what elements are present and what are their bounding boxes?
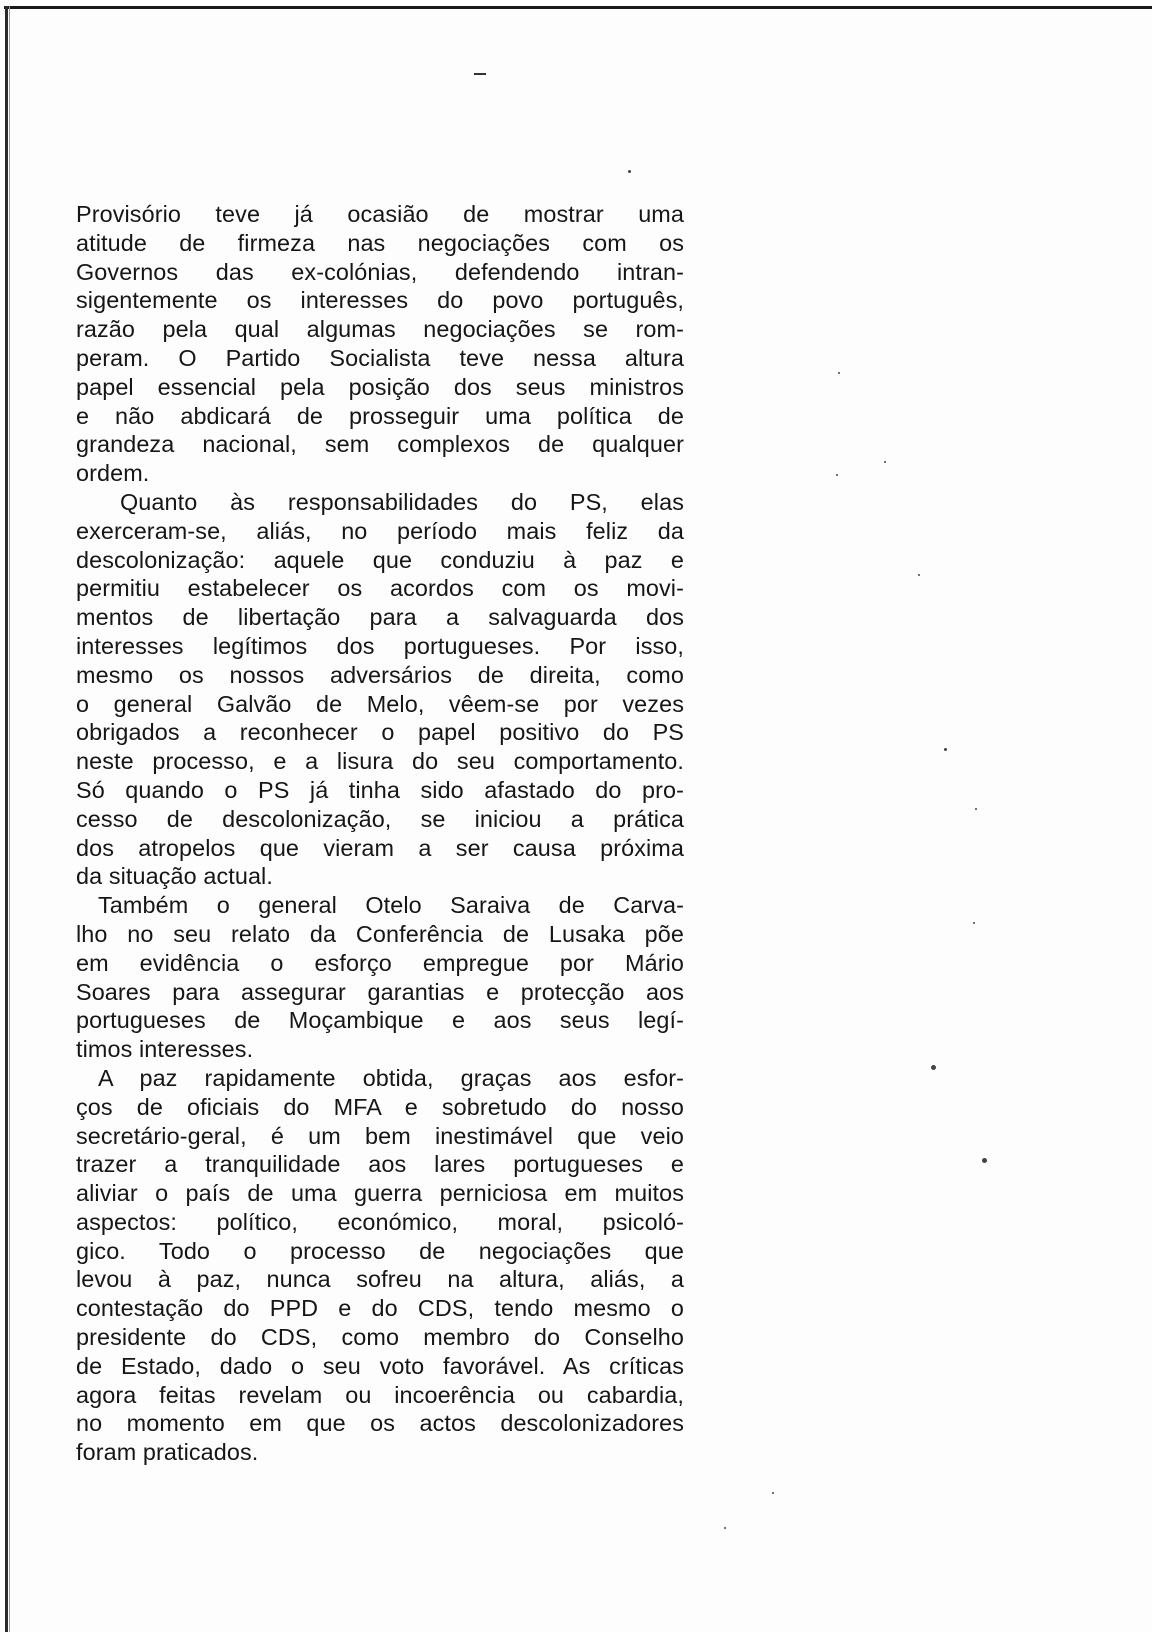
text-line: cesso de descolonização, se iniciou a prática — [76, 805, 684, 832]
scan-speck — [918, 574, 920, 576]
text-line: ordem. — [76, 460, 150, 487]
scan-speck — [628, 170, 631, 173]
page-top-border — [4, 6, 1152, 9]
top-dash-mark — [474, 73, 486, 75]
text-line: aspectos: político, económico, moral, psicoló- — [76, 1208, 684, 1235]
text-line: em evidência o esforço empregue por Mário — [76, 949, 684, 976]
page-left-border-shadow — [9, 6, 10, 1632]
text-line: no momento em que os actos descolonizadores — [76, 1410, 684, 1437]
text-line: grandeza nacional, sem complexos de qualquer — [76, 431, 684, 458]
text-line: obrigados a reconhecer o papel positivo do PS — [76, 719, 684, 746]
article-body — [76, 200, 684, 1467]
text-line: papel essencial pela posição dos seus ministros — [76, 373, 684, 400]
text-line: Quanto às responsabilidades do PS, elas — [120, 488, 684, 515]
scan-speck — [838, 372, 840, 374]
text-line: Também o general Otelo Saraiva de Carva- — [98, 892, 684, 919]
text-line: contestação do PPD e do CDS, tendo mesmo o — [76, 1295, 684, 1322]
scan-speck — [836, 474, 838, 476]
text-line: aliviar o país de uma guerra perniciosa em muitos — [76, 1180, 684, 1207]
text-line: atitude de firmeza nas negociações com os — [76, 229, 684, 256]
paragraph-4 — [98, 1064, 684, 1093]
text-line: secretário-geral, é um bem inestimável que veio — [76, 1122, 684, 1149]
text-line: e não abdicará de prosseguir uma política de — [76, 402, 684, 429]
text-line: portugueses de Moçambique e aos seus legí- — [76, 1007, 684, 1034]
scan-speck — [975, 808, 977, 810]
paragraph-2 — [98, 488, 684, 517]
text-line: mentos de libertação para a salvaguarda dos — [76, 604, 684, 631]
scan-speck — [724, 1527, 726, 1529]
text-line: da situação actual. — [76, 863, 273, 890]
scan-speck — [772, 1492, 774, 1494]
text-line: levou à paz, nunca sofreu na altura, aliás, a — [76, 1266, 684, 1293]
text-line: Soares para assegurar garantias e protecção aos — [76, 978, 684, 1005]
scan-speck — [944, 748, 947, 751]
text-line: interesses legítimos dos portugueses. Por isso, — [76, 632, 684, 659]
text-line: Governos das ex-colónias, defendendo intran- — [76, 258, 684, 285]
text-line: timos interesses. — [76, 1036, 254, 1063]
text-line: descolonização: aquele que conduziu à paz e — [76, 546, 684, 573]
paragraph-1 — [76, 200, 684, 488]
text-line: sigentemente os interesses do povo português, — [76, 287, 684, 314]
text-line: dos atropelos que vieram a ser causa próxima — [76, 834, 684, 861]
page-left-border — [5, 6, 8, 1632]
scan-speck — [973, 922, 975, 924]
text-line: Provisório teve já ocasião de mostrar uma — [76, 201, 684, 227]
text-line: foram praticados. — [76, 1439, 259, 1466]
paragraph-3-cont — [76, 920, 684, 1064]
text-line: mesmo os nossos adversários de direita, como — [76, 661, 684, 688]
paragraph-4-cont — [76, 1093, 684, 1467]
text-line: ços de oficiais do MFA e sobretudo do nosso — [76, 1093, 684, 1120]
text-line: gico. Todo o processo de negociações que — [76, 1237, 684, 1264]
text-line: razão pela qual algumas negociações se rom- — [76, 316, 684, 343]
text-line: exerceram-se, aliás, no período mais feliz da — [76, 517, 684, 544]
text-line: lho no seu relato da Conferência de Lusaka põe — [76, 920, 684, 947]
paragraph-2-cont — [76, 517, 684, 891]
text-line: permitiu estabelecer os acordos com os movi- — [76, 575, 684, 602]
text-line: Só quando o PS já tinha sido afastado do pro- — [76, 776, 684, 803]
scan-speck — [931, 1065, 936, 1070]
scan-speck — [982, 1158, 987, 1163]
text-line: agora feitas revelam ou incoerência ou cabardia, — [76, 1381, 684, 1408]
text-line: peram. O Partido Socialista teve nessa altura — [76, 344, 684, 371]
text-line: presidente do CDS, como membro do Conselho — [76, 1324, 684, 1351]
paragraph-3 — [98, 891, 684, 920]
text-line: trazer a tranquilidade aos lares portugueses e — [76, 1151, 684, 1178]
scan-speck — [884, 461, 886, 463]
text-line: de Estado, dado o seu voto favorável. As críticas — [76, 1352, 684, 1379]
text-line: A paz rapidamente obtida, graças aos esfor- — [98, 1064, 684, 1091]
text-line: neste processo, e a lisura do seu comportamento. — [76, 748, 684, 775]
text-line: o general Galvão de Melo, vêem-se por vezes — [76, 690, 684, 717]
